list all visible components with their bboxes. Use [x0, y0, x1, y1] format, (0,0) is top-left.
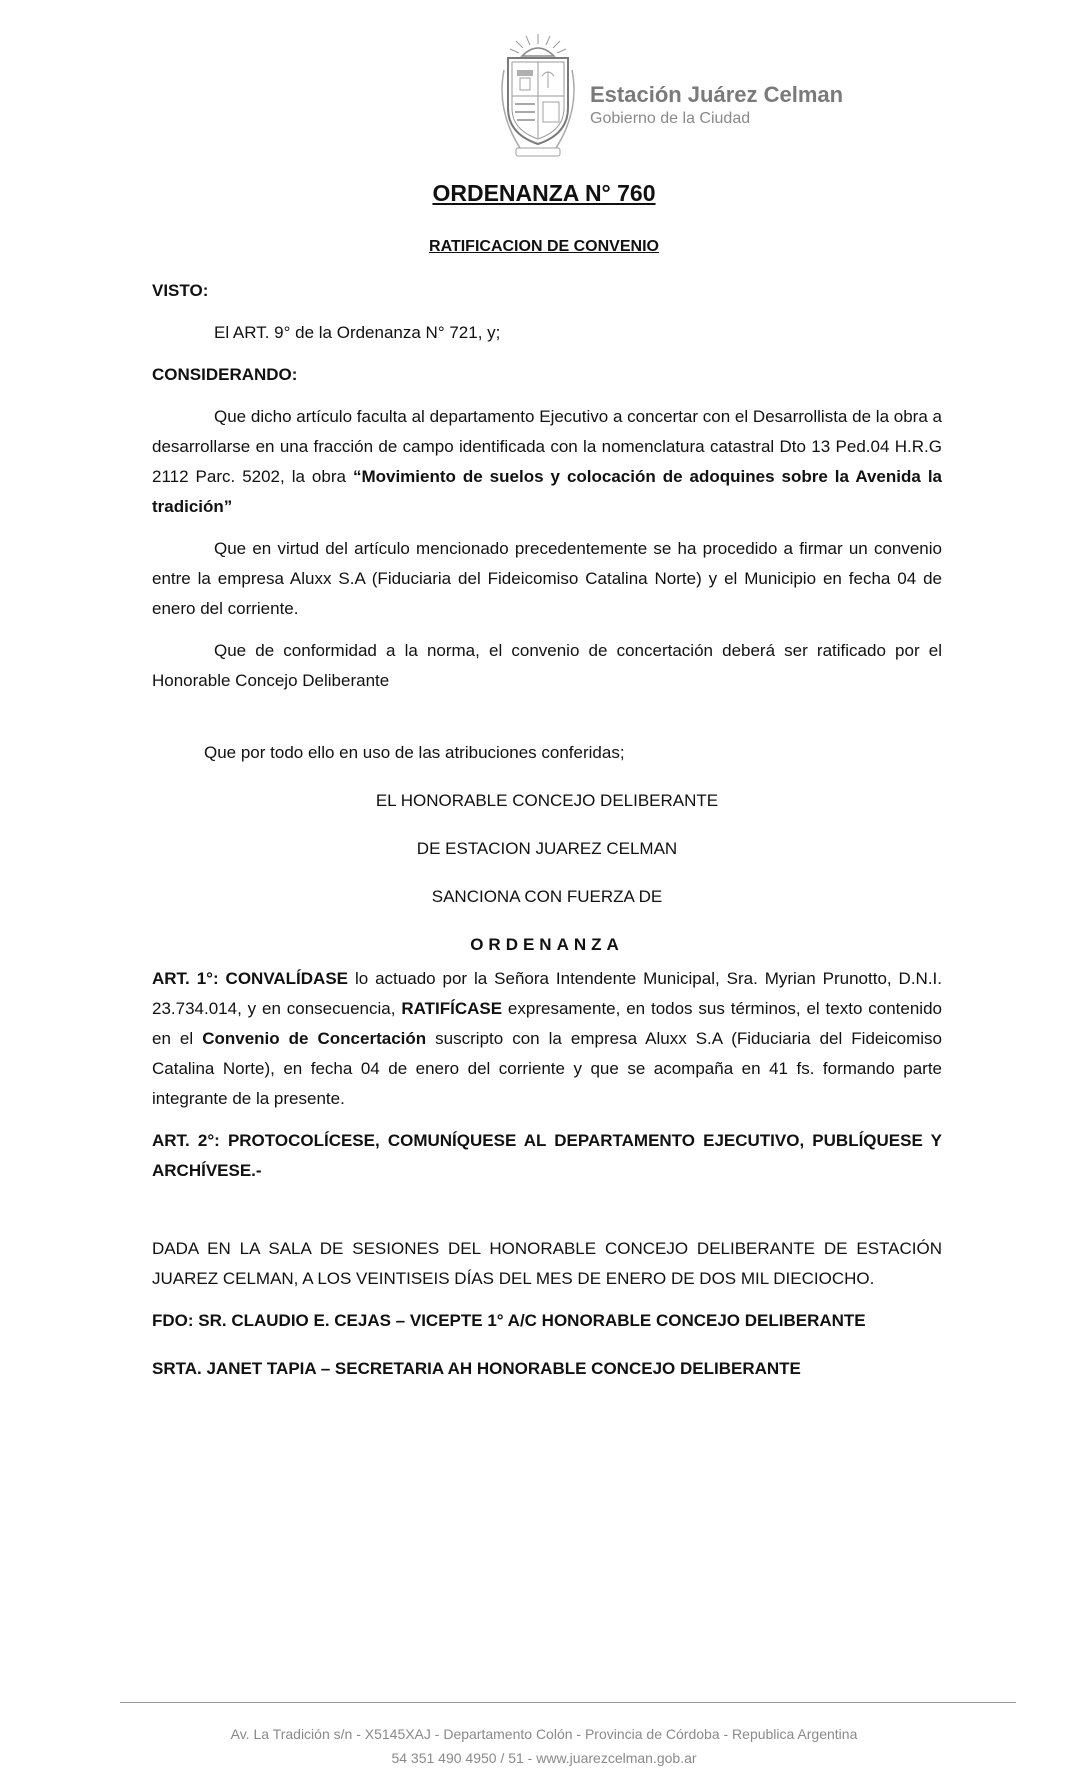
art1-text-2: expresamente, en todos sus términos, el texto contenido en el [152, 999, 942, 1048]
art1-bold-2: RATIFÍCASE [401, 999, 503, 1018]
coat-of-arms-icon [490, 30, 586, 160]
footer-contact: 54 351 490 4950 / 51 - www.juarezcelman.gob.ar [391, 1750, 697, 1766]
article-1 [152, 964, 942, 1114]
considerando-paragraph-1 [152, 402, 942, 522]
letterhead [490, 30, 910, 160]
signature-1-text: FDO: SR. CLAUDIO E. CEJAS – VICEPTE 1° A/C HONORABLE CONCEJO DELIBERANTE [152, 1311, 866, 1330]
org-subtitle: Gobierno de la Ciudad [590, 110, 751, 127]
ordinance-subtitle: RATIFICACION DE CONVENIO [429, 238, 659, 255]
visto-text: El ART. 9° de la Ordenanza N° 721, y; [214, 323, 501, 342]
art1-label: ART. 1°: [152, 969, 219, 988]
signature-2 [152, 1354, 942, 1384]
footer-address: Av. La Tradición s/n - X5145XAJ - Departamento Colón - Provincia de Córdoba - Republica Argentina [230, 1726, 858, 1742]
art1-bold-3: Convenio de Concertación [202, 1029, 427, 1048]
sanciona-line-2: DE ESTACION JUAREZ CELMAN [416, 839, 678, 858]
signature-2-text: SRTA. JANET TAPIA – SECRETARIA AH HONORABLE CONCEJO DELIBERANTE [152, 1359, 801, 1378]
art1-text-1: lo actuado por la Señora Intendente Municipal, Sra. Myrian Prunotto, D.N.I. 23.734.014, y en consecuencia, [152, 969, 942, 1018]
footer [0, 1722, 1088, 1770]
art1-text-3: suscripto con la empresa Aluxx S.A (Fiduciaria del Fideicomiso Catalina Norte), en fecha 04 de enero del corriente y que se acompaña en 41 fs. formando parte integrante de la presente. [152, 1029, 942, 1108]
document-body [152, 276, 942, 1396]
considerando-paragraph-4: Que por todo ello en uso de las atribuciones conferidas; [204, 743, 625, 762]
considerando-paragraph-2: Que en virtud del artículo mencionado precedentemente se ha procedido a firmar un convenio entre la empresa Aluxx S.A (Fiduciaria del Fideicomiso Catalina Norte) y el Municipio en fecha 04 de enero del corriente. [152, 539, 942, 618]
sanciona-line-3: SANCIONA CON FUERZA DE [431, 887, 663, 906]
considerando-p1-text: Que dicho artículo faculta al departamento Ejecutivo a concertar con el Desarrollista de la obra a desarrollarse en una fracción de campo identificada con la nomenclatura catastral Dto 13 Ped.04 H.R.G 2112 Parc. 5202, la obra [152, 407, 942, 486]
considerando-paragraph-3: Que de conformidad a la norma, el convenio de concertación deberá ser ratificado por el Honorable Concejo Deliberante [152, 641, 942, 690]
article-2 [152, 1126, 942, 1186]
sanciona-line-4: ORDENANZA [470, 935, 624, 954]
ordinance-title: ORDENANZA N° 760 [432, 180, 656, 206]
footer-divider [120, 1702, 1016, 1703]
art1-bold-1: CONVALÍDASE [225, 969, 349, 988]
org-name: Estación Juárez Celman [590, 82, 844, 107]
signature-1 [152, 1306, 942, 1336]
considerando-heading: CONSIDERANDO: [152, 365, 298, 384]
sanciona-line-1: EL HONORABLE CONCEJO DELIBERANTE [375, 791, 719, 810]
considerando-p1-bold: “Movimiento de suelos y colocación de adoquines sobre la Avenida la tradición” [152, 467, 942, 516]
spacer [152, 1198, 942, 1234]
spacer [152, 708, 942, 738]
art2-text: ART. 2°: PROTOCOLÍCESE, COMUNÍQUESE AL DEPARTAMENTO EJECUTIVO, PUBLÍQUESE Y ARCHÍVESE.- [152, 1131, 942, 1180]
dada-paragraph: DADA EN LA SALA DE SESIONES DEL HONORABLE CONCEJO DELIBERANTE DE ESTACIÓN JUAREZ CELMAN, A LOS VEINTISEIS DÍAS DEL MES DE ENERO DE DOS MIL DIECIOCHO. [152, 1239, 942, 1288]
visto-heading: VISTO: [152, 281, 209, 300]
